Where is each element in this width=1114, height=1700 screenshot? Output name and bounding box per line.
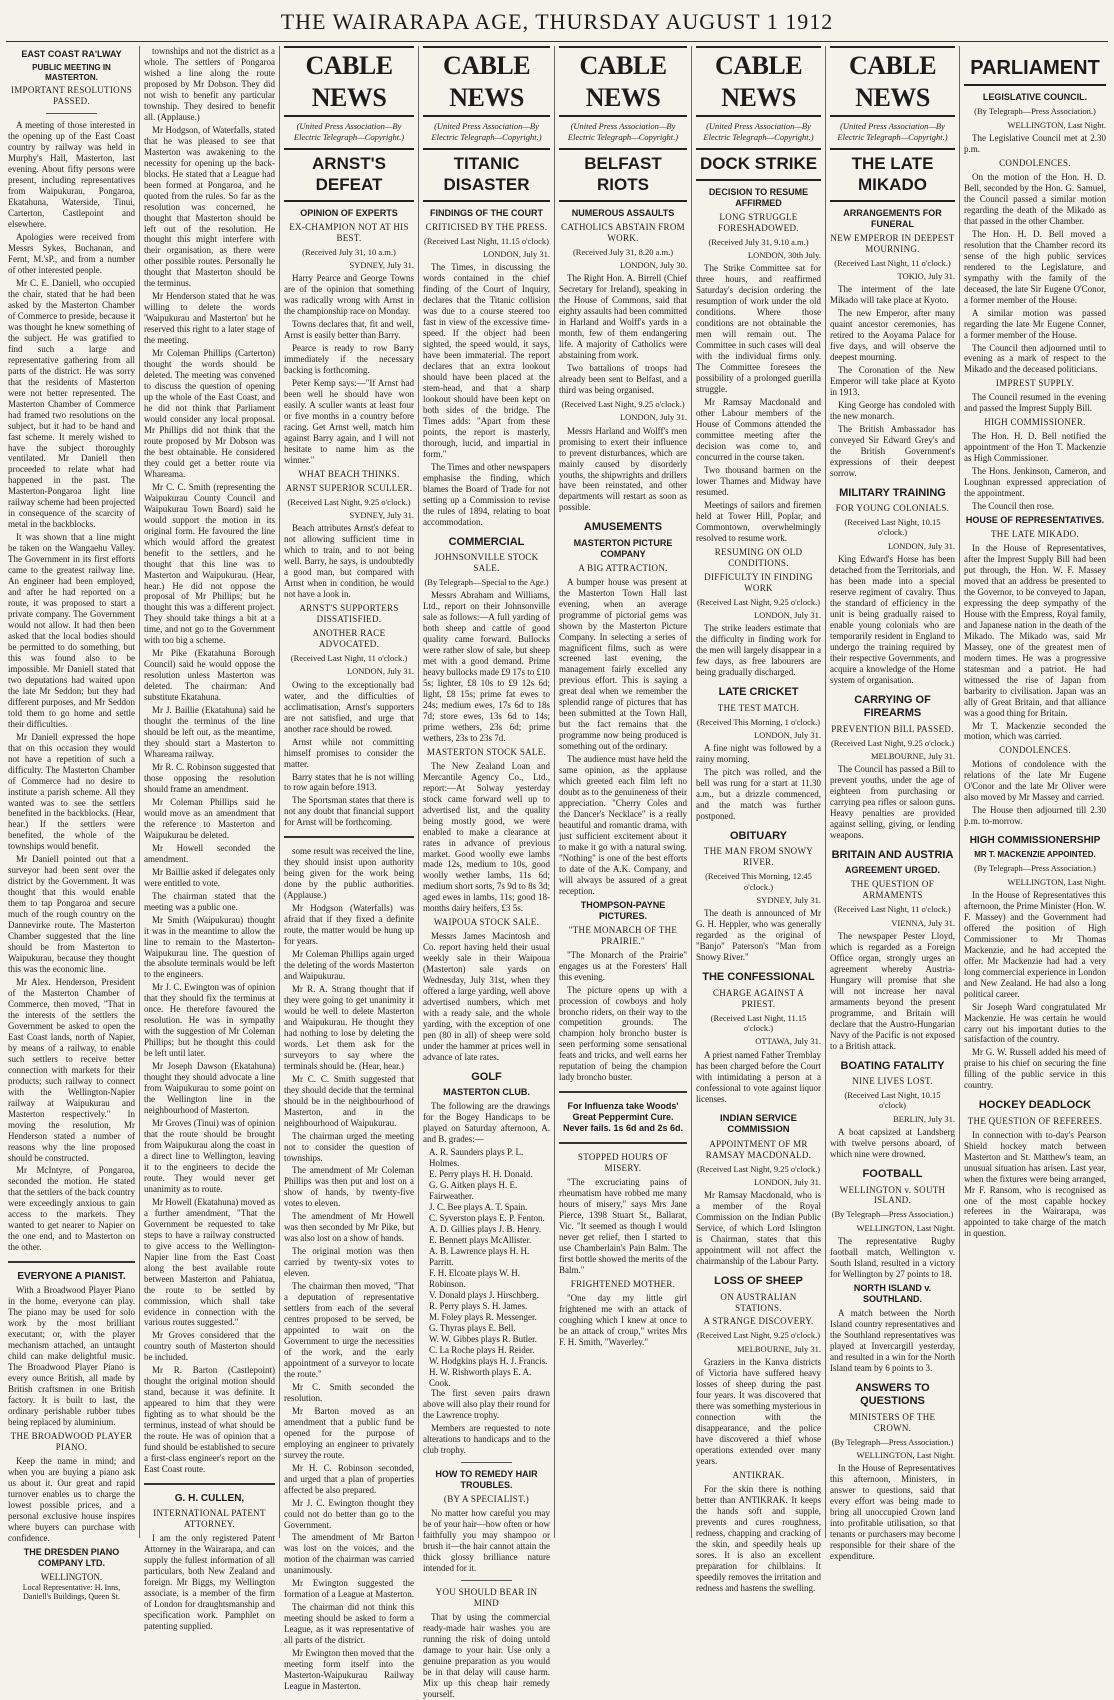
paragraph: Towns declares that, fit and well, Arnst is easily better than Barry.	[284, 319, 414, 341]
paragraph: Mr Baillie asked if delegates only were entitled to vote.	[144, 866, 275, 888]
credit-line: (By Telegraph—Press Association.)	[974, 106, 1096, 117]
received-line: (Received Last Night, 11 o'clock.)	[834, 904, 951, 915]
caption: A STRANGE DISCOVERY.	[703, 1316, 814, 1327]
paragraph: The amendment of Mr Barton was lost on the voices, and the motion of the chairman was carried unanimously.	[284, 1532, 414, 1576]
paragraph: The Hon. H. D. Bell notified the appointment of the Hon T. Mackenzie as High Commissioner.	[964, 431, 1106, 464]
cable-news-banner: CABLE NEWS	[696, 46, 821, 117]
paragraph: The chairman urged the meeting not to consider the question of townships.	[284, 1130, 414, 1163]
paragraph: The original motion was then carried by twenty-six votes to eleven.	[284, 1246, 414, 1279]
caption: ANOTHER RACE ADVOCATED.	[312, 628, 386, 650]
dateline: LONDON, July 31.	[619, 412, 687, 423]
subhead: LEGISLATIVE COUNCIL.	[982, 92, 1088, 103]
ad-title-cullen: G. H. CULLEN,	[174, 1493, 245, 1505]
paragraph: The Hon. H. D. Bell moved a resolution that the Chamber record its sense of the high public services rendered to the Legislature, and sympathy with the family of the deceased, the late Sir Eugene O'Conor, a former member of the House.	[964, 228, 1106, 305]
divider	[559, 1142, 687, 1144]
paragraph: Mr R. A. Strang thought that if they were going to get unanimity it would be well to delete Masterton and Waipukurau. He thought they had nothing to lose by deleting the words. Let them ask for the surveyors to say where the terminals should be. (Hear, hear.)	[284, 983, 414, 1071]
dateline: WELLINGTON, Last Night.	[1007, 876, 1106, 887]
subhead: AGREEMENT URGED.	[844, 865, 940, 876]
section-heading: ANSWERS TO QUESTIONS	[855, 1381, 930, 1408]
paragraph: Mr J. Baillie (Ekatahuna) said he thought the terminus of the line should be left out, as the meantime, they should start a Masterton to Whareama railway.	[144, 705, 275, 760]
paragraph: King Edward's Horse has been detached from the Territorials, and has been made into a special reserve regiment of cavalry. Thus the standard of efficiency in the unit is being gradually raised to enable young colonials who are temporarily resident in England to undergo the training required by their respective Governments, and acquire a knowledge of the Home system of organisation.	[830, 554, 955, 685]
subhead: MASTERTON PICTURE COMPANY	[573, 537, 673, 559]
cable-credit: (United Press Association—By Electric Telegraph—Copyright.)	[567, 121, 679, 142]
caption: NEW EMPEROR IN DEEPEST MOURNING.	[830, 232, 955, 254]
golf-pairing: C. La Roche plays H. Reider.	[429, 1344, 535, 1355]
paragraph: The Coronation of the New Emperor will take place at Kyoto in 1913.	[830, 365, 955, 397]
paragraph: Mr Ramsay Macdonald, who is a member of the Royal Commission on the Indian Public Service, of which Lord Islington is Chairman, states that this appointment will not affect the chairmanship of the Labour Party.	[696, 1190, 821, 1267]
paragraph: Pearce is ready to row Barry immediately if the necessary backing is forthcoming.	[284, 343, 414, 375]
article-caption: IMPORTANT RESOLUTIONS PASSED.	[10, 85, 133, 107]
golf-pairing: G. G. Aitken plays H. E. Fairweather.	[429, 1180, 518, 1202]
golf-pairing: W. Hodgkins plays H. J. Francis.	[429, 1355, 548, 1366]
divider	[461, 1580, 512, 1581]
caption: ARNST'S SUPPORTERS DISSATISFIED.	[299, 603, 399, 625]
caption: A BIG ATTRACTION.	[578, 562, 668, 573]
subhead: DECISION TO RESUME AFFIRMED	[708, 186, 809, 208]
divider	[8, 1261, 135, 1263]
caption: HIGH COMMISSIONER.	[984, 417, 1086, 428]
divider	[284, 836, 414, 838]
column-3	[279, 46, 418, 1692]
section-heading: BOATING FATALITY	[840, 1059, 945, 1072]
paragraph: The chairman did not think this meeting should be asked to form a League, as it was representative of all parts of the district.	[284, 1602, 414, 1646]
paragraph: Motions of condolence with the relations of the late Mr Eugene O'Conor and the late Mr Oliver were also moved by Mr Massey and carried.	[964, 759, 1106, 803]
paragraph: Mr Ewington suggested the formation of a League at Masterton.	[284, 1578, 414, 1600]
paragraph: No matter how careful you may be of your hair—how often or how faithfully you may shampoo or brush it—the hair cannot attain the thick glossy brilliance nature intended for it.	[423, 1508, 550, 1574]
caption: PREVENTION BILL PASSED.	[831, 723, 954, 734]
golf-pairing: W. W. Gibbes plays R. Butler.	[429, 1333, 537, 1344]
paragraph: The British Ambassador has conveyed Sir Edward Grey's and the British Government's expressions of their deepest sorrow.	[830, 423, 955, 478]
paragraph: Mr T. Mackenzie seconded the motion, which was carried.	[964, 720, 1106, 742]
dateline: LONDON, July 31.	[887, 540, 955, 551]
paragraph: In the House of Representatives this afternoon, the Prime Minister (Hon. W. F. Massey) and the Government had offered the position of High Commissioner to Mr Thomas Mackenzie, and he had accepted the offer. Mr Mackenzie had had a very long commercial experience in London and New Zealand. He had also a long political career.	[964, 889, 1106, 999]
paragraph: A match between the North Island country representatives and the Southland representatives was played at Invercargill yesterday, and resulted in a win for the North Island team by 6 points to 3.	[830, 1307, 955, 1373]
ad-company: THE DRESDEN PIANO COMPANY LTD.	[23, 1546, 120, 1568]
received-line: (Received Last Night, 9.25 o'clock.)	[696, 1330, 821, 1341]
section-heading: BRITAIN AND AUSTRIA	[831, 849, 954, 862]
paragraph: Sir Joseph Ward congratulated Mr Mackenzie. He was certain he would carry out his important duties to the satisfaction of the country.	[964, 1001, 1106, 1045]
divider	[559, 1091, 687, 1093]
paragraph: Mr Howell (Ekatahuna) moved as a further amendment, "That the Government be requested to take steps to have a railway constructed to give access to the Wellington-Napier line from the East Coast along the best available route between Masterton and Pahiatua, the route to be settled by commission, which shall take evidence in connection with the various routes suggested."	[144, 1196, 275, 1328]
caption: WAIPOUA STOCK SALE.	[433, 917, 540, 928]
dateline: LONDON, 30th July.	[747, 250, 821, 261]
section-heading: CARRYING OF FIREARMS	[854, 693, 931, 720]
paragraph: In the House of Representatives this afternoon, Ministers, in answer to questions, said that every effort was being made to bring all unoccupied Crown land into profitable utilisation, so that tenants or purchasers may become responsible for their share of the expenditure.	[830, 1463, 955, 1561]
credit-line: (By Telegraph—Press Association.)	[831, 1209, 954, 1220]
paragraph: townships and not the district as a whole. The settlers of Pongaroa wished a line along the route proposed by Mr Dobson. They did not wish to benefit any particular township. They desired to benefit all. (Applause.)	[144, 46, 275, 122]
paragraph: The chairman then moved, "That a deputation of representative settlers from each of the several centres proposed to be served, be appointed to wait on the Government to urge the necessities of the work, and the early appointment of a surveyor to locate the route."	[284, 1281, 414, 1379]
golf-pairing: R. Perry plays S. H. James.	[429, 1300, 528, 1311]
golf-pairing: G. Thyras plays E. Bell.	[429, 1322, 516, 1333]
paragraph: Messrs James Macintosh and Co. report having held their usual weekly sale in their Waipoua (Masterton) sale yards on Wednesday, July 31st, when they offered a large yarding, well above advertised numbers, which met with a ready sale, and the whole yarding, with the exception of one pen (80 in all) of sheep were sold under the hammer at prices well in advance of late rates.	[423, 931, 550, 1062]
section-heading: LOSS OF SHEEP	[714, 1275, 803, 1288]
paragraph: Mr Hodgson, of Waterfalls, stated that he was pleased to see that Masterton was awakening to the necessity for opening up the back-blocks. He stated that a League had been formed at Pongaroa, and he quoted from the rules. So far as the resolution was concerned, he thought that Masterton should be left out of the resolution. He thought this might interfere with their organisation, as there were other possible routes. Personally he thought that Masterton should be the terminus.	[144, 124, 275, 289]
paragraph: Members are requested to note alterations to handicaps and to the club trophy.	[423, 1423, 550, 1456]
paragraph: Graziers in the Kanva districts of Victoria have suffered heavy losses of sheep during the past four years. It was discovered that there was something mysterious in connection with the disappearance, and the police have discovered a thief whose operations extended over many years.	[696, 1357, 821, 1466]
divider	[46, 113, 97, 114]
divider	[461, 1462, 512, 1463]
paragraph: Mr J. C. Ewington thought they could not do better than go to the Government.	[284, 1497, 414, 1530]
cable-news-banner: CABLE NEWS	[423, 46, 550, 117]
paragraph: The House then adjourned till 2.30 p.m. to-morrow.	[964, 805, 1106, 827]
received-line: (Received Last Night, 9.25 o'clock.)	[696, 596, 821, 607]
caption: "THE MONARCH OF THE PRAIRIE."	[568, 924, 678, 946]
golf-pairing: H. W. Rishworth plays E. A. Cook.	[429, 1366, 532, 1388]
cable-credit: (United Press Association—By Electric Telegraph—Copyright.)	[703, 121, 814, 142]
caption: ANTIKRAK.	[732, 1469, 785, 1480]
column-6	[691, 46, 825, 1593]
paragraph: Messrs Harland and Wolff's men promising to exert their influence to prevent disturbances, which are mainly caused by disorderly youths, the shipwrights and drillers have been reinstated, and other departments will restart as soon as possible.	[559, 425, 687, 513]
ad-subtitle: INTERNATIONAL PATENT ATTORNEY.	[153, 1508, 266, 1530]
masthead-rule	[6, 41, 1108, 42]
section-heading: GOLF	[471, 1070, 502, 1083]
masthead: THE WAIRARAPA AGE, THURSDAY AUGUST 1 1912	[280, 9, 834, 34]
subhead: NORTH ISLAND v. SOUTHLAND.	[853, 1283, 932, 1304]
paragraph: Beach attributes Arnst's defeat to not allowing sufficient time in which to train, and to not being well. Barry, he says, is undoubtedly a good man, but compared with Arnst when in condition, he would not have a look in.	[284, 523, 414, 600]
caption: RESUMING ON OLD CONDITIONS.	[714, 546, 803, 568]
paragraph: "The Monarch of the Prairie" engages us at the Foresters' Hall this evening.	[559, 949, 687, 982]
paragraph: Mr J. C. Ewington was of opinion that they should fix the terminus at once. He therefore favoured the resolution. He was in sympathy with the suggestion of Mr Coleman Phillips; but he thought this could be left until later.	[144, 982, 275, 1059]
section-heading: COMMERCIAL	[448, 535, 525, 548]
section-heading: LATE CRICKET	[718, 686, 799, 699]
caption: THE QUESTION OF ARMAMENTS	[851, 879, 934, 901]
golf-pairing: C. Syverston plays E. P. Fenton.	[429, 1212, 545, 1223]
caption: CATHOLICS ABSTAIN FROM WORK.	[561, 221, 685, 243]
headline-titanic: TITANIC DISASTER	[423, 148, 550, 201]
dateline: LONDON, July 31.	[753, 1177, 821, 1187]
golf-pairing: E. Bennett plays McAllister.	[429, 1234, 532, 1245]
received-line: (Received Last Night, 10.15 o'clock)	[844, 1090, 941, 1111]
received-line: (Received Last Night, 11.15 o'clock)	[424, 235, 549, 246]
caption: THE QUESTION OF REFEREES.	[967, 1115, 1103, 1126]
caption: WHAT BEACH THINKS.	[298, 468, 400, 479]
paragraph: The following are the drawings for the Bogey Handicaps to be played on Saturday afternoon, A. and B. grades:—	[423, 1101, 550, 1145]
subhead: MR T. MACKENZIE APPOINTED.	[974, 850, 1096, 860]
dateline: VIENNA, July 31.	[891, 917, 955, 928]
paragraph: Mr C. C. Smith (representing the Waipukurau County Council and Waipukurau Town Board) said he would support the motion in its original form. He favoured the line which would afford the greatest benefit to the settlers, and he thought that this line was to Masterton and Waipukurau. (Hear, hear.) He did not oppose the proposal of Mr Phillips; but he thought this was a different project. They should take things a bit at a time, and not go to the Government with too big a scheme.	[144, 481, 275, 646]
dateline: MELBOURNE, July 31.	[736, 1343, 821, 1354]
paragraph: Meetings of sailors and firemen held at Tower Hill, Poplar, and Commontown, overwhelmingly resolved to resume work.	[696, 499, 821, 543]
paragraph: The strike leaders estimate that the difficulty in finding work for the men will largely disappear in a few days, as free labourers are being gradually discharged.	[696, 623, 821, 678]
paragraph: The New Zealand Loan and Mercantile Agency Co., Ltd., report:—At Solway yesterday stock came forward well up to advertised list, and the quality being mostly good, we were enabled to make a clearance at rates in advance of previous market. Good woolly ewe lambs made 12s, medium to 10s, good woolly wether lambs, 11s 6d; medium short sorts, 7s 9d to 8s 3d; aged ewes in lambs, 11s; good 18-months dairy heifers, £3 5s.	[423, 760, 550, 914]
section-heading: OBITUARY	[729, 830, 788, 843]
paragraph: Arnst while not committing himself promises to consider the matter.	[284, 736, 414, 769]
paragraph: It was shown that a line might be taken on the Wangaehu Valley. The Government in its first efforts came to the greatest railway line. An engineer had been employed, and after he had reported on a route, it was proposed to start a private company. The Government would not allow. It had then been asked that the local bodies should be permitted to do something, but this was found also to be impossible. Mr Daniell stated that two deputations had waited upon the late Mr Seddon; but they had different purposes, and Mr Seddon told them to go home and settle their difficulties.	[8, 532, 135, 729]
paragraph: The new Emperor, after many quaint ancestor ceremonies, has retired to the Aoyama Palace for five days, and will observe the deepest mourning.	[830, 308, 955, 363]
paragraph: Mr Ewington then moved that the meeting form itself into the Masterton-Waipukurau Railway League in Masterton.	[284, 1648, 414, 1692]
golf-pairing: M. Foley plays R. Messenger.	[429, 1311, 537, 1322]
ad-product: THE BROADWOOD PLAYER PIANO.	[10, 1431, 133, 1452]
paragraph: The Council then adjourned until to evening as a mark of respect to the Mikado and the deceased politicians.	[964, 342, 1106, 375]
headline-mikado: THE LATE MIKADO	[830, 148, 955, 201]
caption: FRIGHTENED MOTHER.	[570, 1278, 676, 1289]
paragraph: Apologies were received from Messrs Sykes, Buchanan, and Fernt, M.'sP., and from a number of other interested people.	[8, 232, 135, 275]
paragraph: The Legislative Council met at 2.30 p.m.	[964, 133, 1106, 155]
ad-text: That by using the commercial ready-made hair washes you are running the risk of doing untold damage to your hair. Use only a genuine preparation as you would be in that delay will cause harm. Mix up this cheap hair remedy yourself.	[423, 1611, 550, 1699]
golf-pairing: F. H. Elcoate plays W. H. Robinson.	[429, 1267, 521, 1289]
paragraph: Mr Ramsay Macdonald and other Labour members of the House of Commons attended the committee meeting after the decision was come to, and concurred in the course taken.	[696, 397, 821, 462]
received-line: (Received July 31, 8.20 a.m.)	[572, 246, 674, 257]
paragraph: Mr Daniell expressed the hope that on this occasion they would not have a repetition of such a difficulty. The Masterton Chamber of Commerce had no desire to institute a parish scheme. All they wanted was to see the settlers benefited in the backblocks. (Hear, hear.) If the settlers were benefited, the whole of the townships would benefit.	[8, 731, 135, 852]
ad-city: WELLINGTON.	[40, 1571, 103, 1582]
paragraph: The Council has passed a Bill to prevent youths, under the age of eighteen from purchasing or carrying pea rifles or saloon guns. Heavy penalties are provided against selling, giving, or lending weapons.	[830, 764, 955, 841]
paragraph: Mr Coleman Phillips (Carterton) thought the words should be deleted. The meeting was convened to discuss the question of opening up the whole of the East Coast, and he did not think that Parliament would consider any local proposal. Mr Phillips did not think that the route proposed by Mr Dobson was the best obtainable. He considered they could get a better route via Whareama.	[144, 348, 275, 479]
paragraph: The picture opens up with a procession of cowboys and holy broncho riders, on their way to the competition grounds. The champion holy broncho buster is seen performing some sensational feats and tricks, and well earns her reputation of being the champion lady broncho buster.	[559, 984, 687, 1083]
cable-credit: (United Press Association—By Electric Telegraph—Copyright.)	[837, 121, 948, 142]
headline-dock-strike: DOCK STRIKE	[696, 148, 821, 181]
paragraph: The Hons. Jenkinson, Cameron, and Loughnan expressed appreciation of the appointment.	[964, 466, 1106, 499]
received-line: (Received July 31, 10 a.m.)	[302, 246, 396, 257]
golf-pairing: V. Donald plays J. Hirschberg.	[429, 1289, 539, 1300]
column-2	[139, 46, 279, 1631]
paragraph: The Times, in discussing the words contained in the chief finding of the Court of Inquiry, declares that the Titanic collision was due to a course steered too fast in view of the excessive time-speed. If the object had been sighted, the speed would, it says, have been immaterial. The report declares that an extra lookout should have been placed at the stem-head, and that a sharp lookout should have been kept on both sides of the bridge. The Times adds: "Apart from these points, the report is masterly, thorough, lucid, and impartial in form."	[423, 262, 550, 459]
paragraph: The audience must have held the same opinion, as the applause which greeted each film left no doubt as to the genuineness of their appreciation. "Cherry Coles and the Dancer's Necklace" is a really beautiful and romantic drama, with just sufficient excitement about it to make it go with a natural swing. "Nothing" is one of the best efforts to date of the A.K. Company, and will always be assured of a great reception.	[559, 754, 687, 896]
credit-line: (By Telegraph—Press Association.)	[831, 1436, 954, 1447]
paragraph: Harry Pearce and George Towns are of the opinion that something was radically wrong with Arnst in the championship race on Monday.	[284, 273, 414, 317]
paragraph: The Right Hon. A. Birrell (Chief Secretary for Ireland), speaking in the House of Commons, said that eighty assaults had been committed in Harland and Wolff's yards in a month, few of them endangering life. A majority of Catholics were abstaining from work.	[559, 273, 687, 361]
paragraph: some result was received the line, they should insist upon authority being given for the work being done by the public authorities. (Applause.)	[284, 846, 414, 901]
golf-pairing: J. C. Bee plays A. T. Spain.	[429, 1202, 528, 1213]
golf-pairing: A. B. Lawrence plays H. H. Parritt.	[429, 1245, 530, 1267]
ad-influenza: For Influenza take Woods' Great Peppermint Cure. Never fails. 1s 6d and 2s 6d.	[562, 1101, 684, 1134]
paragraph: Mr Hodgson (Waterfalls) was afraid that if they fixed a definite route, the matter would be hung up for years.	[284, 903, 414, 947]
paragraph: Two battalions of troops had already been sent to Belfast, and a third was being organised.	[559, 363, 687, 395]
caption: DIFFICULTY IN FINDING WORK	[704, 571, 813, 593]
received-line: (Received July 31, 9.10 a.m.)	[708, 236, 809, 247]
dateline: WELLINGTON, Last Night.	[1007, 119, 1106, 130]
subhead: HOW TO REMEDY HAIR TROUBLES.	[435, 1469, 538, 1491]
column-8	[959, 46, 1110, 1538]
received-line: (Received Last Night, 9.25 o'clock.)	[287, 496, 411, 507]
paragraph: Two thousand barmen on the lower Thames and Midway have resumed.	[696, 464, 821, 497]
paragraph: The newspaper Pester Lloyd, which is regarded as a Foreign Office organ, strongly urges an agreement whereby Austria-Hungary will promise that she will not increase her naval armaments beyond the present programme, and Britain will declare that the Austro-Hungarian Navy of the Pacific is not exposed to a British attack.	[830, 931, 955, 1051]
paragraph: Mr R. C. Robinson suggested that those opposing the resolution should frame an amendment.	[144, 762, 275, 794]
paragraph: Mr Smith (Waipukurau) thought it was in the meantime to allow the line to remain to the Masterton-Waipukurau line. The question of the absolute terminals would be left to the engineers.	[144, 914, 275, 980]
paragraph: The Sportsman states that there is not any doubt that financial support for Arnst will be forthcoming.	[284, 795, 414, 828]
paragraph: The Council resumed in the evening and passed the Imprest Supply Bill.	[964, 392, 1106, 414]
cable-news-banner: CABLE NEWS	[559, 46, 687, 117]
paragraph: Mr Groves (Tinui) was of opinion that the route should be brought from Waipukurau along the coast in a direct line to Wellington, leaving it to the engineers to decide the route. They would never get unanimity as to route.	[144, 1118, 275, 1194]
caption: CONDOLENCES.	[999, 745, 1071, 756]
paragraph: "The excruciating pains of rheumatism have robbed me many hours of misery," says Mrs Jane Pierce, 1398 Stuart St., Ballarat, Vic. "It seemed as though I would never get relief, then I started to use Chamberlain's Pain Balm. The first bottle showed the merits of the Balm."	[559, 1177, 687, 1275]
paragraph: A fine night was followed by a rainy morning.	[696, 743, 821, 765]
dateline: WELLINGTON, Last Night.	[856, 1449, 955, 1460]
caption: CHARGE AGAINST A PRIEST.	[712, 987, 805, 1009]
caption: (BY A SPECIALIST.)	[443, 1494, 530, 1505]
dateline: LONDON, July 31.	[753, 729, 821, 740]
paragraph: The interment of the late Mikado will take place at Kyoto.	[830, 284, 955, 306]
ad-title-pianist: EVERYONE A PIANIST.	[17, 1271, 126, 1283]
caption: THE LATE MIKADO.	[990, 529, 1080, 540]
caption: MASTERTON STOCK SALE.	[426, 746, 547, 757]
caption: THE MAN FROM SNOWY RIVER.	[703, 846, 814, 868]
dateline: SYDNEY, July 31.	[349, 510, 414, 521]
received-line: (Received This Morning, 12.45 o'clock.)	[705, 871, 812, 892]
received-line: (Received This Morning, 1 o'clock.)	[696, 716, 821, 727]
golf-pairing: E. Perry plays H. H. Donald.	[429, 1169, 533, 1180]
headline-parliament: PARLIAMENT	[964, 52, 1106, 86]
credit-line: (By Telegraph—Press Association.)	[974, 863, 1096, 874]
ad-text: Keep the name in mind; and when you are buying a piano ask us about it. Our great and rapid turnover enables us to charge the lowest possible prices, and a personal exclusive house inspires where buyers can purchase with confidence.	[8, 1455, 135, 1543]
headline-belfast: BELFAST RIOTS	[559, 148, 687, 201]
paragraph: On the motion of the Hon. H. D. Bell, seconded by the Hon. G. Samuel, the Council passed a similar motion regarding the death of the Mikado as that passed in the other Chamber.	[964, 171, 1106, 226]
subhead: OPINION OF EXPERTS	[300, 207, 398, 218]
paragraph: A bumper house was present at the Masterton Town Hall last evening, when an average programme of pictorial gems was shown by the Masterton Picture Company. In selecting a series of magnificent films, such as were screened last evening, the management fairly excelled any previous effort. This is saying a great deal when we remember the splendid range of pictures that has been submitted at the Town Hall, but the fact remains that the programme now being produced is something out of the ordinary.	[559, 576, 687, 752]
paragraph: The Council then rose.	[972, 501, 1054, 512]
paragraph: Mr Alex. Henderson, President of the Masterton Chamber of Commerce, then moved, "That in the interests of the settlers the Government be asked to open the East Coast lands, north of Napier, by means of a railway, to enable such settlers to receive better connection with markets for their products; such railway to connect with the Wellington-Napier railway at Waipukurau and Masterton respectively." In moving the resolution, Mr Henderson stated a number of reasons why the line proposed should be constructed.	[8, 977, 135, 1163]
paragraph: Mr C. Smith seconded the resolution.	[284, 1381, 414, 1403]
received-line: (Received Last Night, 11 o'clock.)	[290, 653, 408, 664]
dateline: SYDNEY, July 31.	[756, 895, 821, 906]
received-line: (Received Last Night, 11.15 o'clock.)	[710, 1012, 807, 1033]
paragraph: The Times and other newspapers emphasise the finding, which blames the Board of Trade for not setting up a Commission to revise the rules of 1894, relating to boat accommodation.	[423, 461, 550, 527]
divider	[144, 1483, 275, 1485]
dateline: SYDNEY, July 31.	[349, 259, 414, 270]
caption: CONDOLENCES.	[999, 158, 1071, 169]
section-heading: MILITARY TRAINING	[839, 486, 946, 499]
paragraph: The amendment of Mr Howell was then seconded by Mr Pike, but was also lost on a show of hands.	[284, 1211, 414, 1244]
received-line: (Received Last Night, 11 o'clock.)	[834, 257, 951, 268]
section-heading: HIGH COMMISSIONERSHIP	[969, 835, 1101, 847]
paragraph: Mr C. C. Smith suggested that they should decide that the terminal should be in the neighbourhood of Masterton, and in the neighbourhood of Waipukurau.	[284, 1073, 414, 1128]
paragraph: Mr Henderson stated that he was willing to delete the words 'Waipukurau and Masterton' but he reserved this right to a later stage of the meeting.	[144, 291, 275, 346]
paragraph: Mr McIntyre, of Pongaroa, seconded the motion. He stated that the settlers of the back country were exceedingly anxious to gain access to the markets. They wanted to get nearer to Napier on the one end, and to Masterton on the other.	[8, 1165, 135, 1253]
section-heading: INDIAN SERVICE COMMISSION	[720, 1112, 797, 1136]
received-line: (Received Last Night, 9.25 o'clock.)	[830, 737, 955, 748]
paragraph: Mr Coleman Phillips said he would move as an amendment that the reference to Masterton and Waipukurau be deleted.	[144, 796, 275, 840]
paragraph: Mr C. E. Daniell, who occupied the chair, stated that he had been asked by the Masterton Chamber of Commerce to preside, because it was thought he knew something of the subject. He was gratified to find such a large and representative gathering from all parts of the district. He was sorry that the residents of Masterton were not better represented. The Masterton Chamber of Commerce had framed two resolutions on the subject, but it had to be hand and fast scheme. It merely wished to have the subject thoroughly ventilated. Mr Daniell then proceeded to relate what had happened in the past. The Masterton-Pongaroa light line railway scheme had been projected in consequence of the scarcity of metal in the backblocks.	[8, 277, 135, 530]
received-line: (Received Last Night, 9.25 o'clock.)	[561, 398, 685, 409]
golf-pairing: A. R. Saunders plays P. L. Holmes.	[429, 1147, 524, 1169]
paragraph: Mr Pike (Ekatahuna Borough Council) said he would oppose the resolution unless Masterton was deleted. The chairman: And substitute Ekatahuna.	[144, 648, 275, 703]
paragraph: A similar motion was passed regarding the late Mr Eugene Conner, a former member of the House.	[964, 307, 1106, 340]
subhead: THOMPSON-PAYNE PICTURES.	[580, 899, 666, 921]
paragraph: The chairman stated that the meeting was a public one.	[144, 890, 275, 912]
caption: STOPPED HOURS OF MISERY.	[577, 1152, 669, 1174]
paragraph: The death is announced of Mr G. H. Heppler, who was generally regarded as the original of "Banjo" Paterson's "Man from Snowy River."	[696, 908, 821, 963]
section-heading: THE CONFESSIONAL	[702, 971, 815, 984]
dateline: BERLIN, July 31.	[893, 1113, 955, 1124]
paragraph: Barry states that he is not willing to row again before 1913.	[284, 771, 414, 793]
paragraph: Mr Groves considered that the country south of Masterton should be included.	[144, 1330, 275, 1363]
paragraph: Mr G. W. Russell added his meed of praise to his chief on securing the fine filling of the public service in this country.	[964, 1047, 1106, 1091]
section-heading: FOOTBALL	[862, 1168, 923, 1181]
dateline: OTTAWA, July 31.	[755, 1036, 821, 1047]
ad-title: YOU SHOULD BEAR IN MIND	[435, 1587, 538, 1608]
cable-credit: (United Press Association—By Electric Telegraph—Copyright.)	[293, 121, 405, 142]
golf-pairing: A. D. Gillies plays J. B. Henry.	[429, 1223, 542, 1234]
paragraph: Mr Howell seconded the amendment.	[144, 842, 275, 864]
paragraph: Mr Daniell pointed out that a surveyor had been sent over the district by the Government. It was thought that this would enable them to tap Pongaroa and secure much of the rough country on the Dannevirke route. The Masterton Chamber suggested that the line should be from Masterton to Waipukurau, because they thought this was the economic line.	[8, 854, 135, 975]
article-title-east-coast-railway: EAST COAST RA'LWAY	[21, 49, 122, 59]
caption: ON AUSTRALIAN STATIONS.	[720, 1291, 797, 1313]
dateline: MELBOURNE, July 31.	[870, 750, 955, 761]
paragraph: In the House of Representatives, after the Imprest Supply Bill had been put through, the Hon. W. F. Massey moved that an address be presented to the Governor, to be conveyed to Japan, expressing the deep sympathy of the House with the Empress, Royal family, and Japanese nation in the death of the Mikado. The Mikado was, said Mr Massey, one of the greatest men of modern times. He was a progressive statesman and a patriot. He had witnessed the rise of Japan from barbarity to civilisation. Japan was an ally of Great Britain, and that alliance was a good thing for Britain.	[964, 543, 1106, 718]
dateline: LONDON, July 31.	[753, 609, 821, 620]
credit-line: (By Telegraph—Special to the Age.)	[424, 576, 549, 587]
subhead: ARRANGEMENTS FOR FUNERAL	[843, 207, 942, 229]
column-7	[825, 46, 959, 1561]
caption: JOHNSONVILLE STOCK SALE.	[434, 551, 539, 573]
paragraph: The representative Rugby football match, Wellington v. South Island, resulted in a victory for Wellington by 27 points to 18.	[830, 1236, 955, 1280]
section-heading: AMUSEMENTS	[583, 521, 663, 534]
cable-news-banner: CABLE NEWS	[830, 46, 955, 117]
caption: EX-CHAMPION NOT AT HIS BEST.	[289, 221, 409, 243]
paragraph: The first seven pairs drawn above will also play their round for the Lawrence trophy.	[423, 1388, 550, 1421]
paragraph: Mr Barton moved as an amendment that a public fund be opened for the purpose of employing an engineer to privately survey the route.	[284, 1405, 414, 1460]
ad-text: I am the only registered Patent Attorney in the Wairarapa, and can supply the fullest information of all particulars, both New Zealand and foreign. Mr Biggs, my Wellington associate, is a member of the firm of London for draughtsmanship and specification work. Pamphlet on patenting supplied.	[144, 1533, 275, 1631]
caption: FOR YOUNG COLONIALS.	[835, 503, 950, 514]
paragraph: The amendment of Mr Coleman Phillips was then put and lost on a show of hands, by twenty-five votes to eleven.	[284, 1165, 414, 1209]
paragraph: A meeting of those interested in the opening up of the East Coast country by railway was held in Murphy's Hall, Masterton, last evening. About fifty persons were present, including representatives from Waipukurau, Pongaroa, Ekatahuna, Waterside, Tinui, Carterton, Castlepoint and elsewhere.	[8, 120, 135, 230]
headline-arnst: ARNST'S DEFEAT	[284, 148, 414, 201]
caption: NINE LIVES LOST.	[852, 1076, 933, 1087]
caption: THE TEST MATCH.	[717, 702, 800, 713]
subhead: FINDINGS OF THE COURT	[430, 207, 543, 218]
column-1	[4, 46, 139, 1602]
caption: MINISTERS OF THE CROWN.	[849, 1411, 936, 1433]
paragraph: King George has condoled with the new monarch.	[830, 399, 955, 421]
subhead: MASTERTON CLUB.	[443, 1087, 530, 1098]
paragraph: In connection with to-day's Pearson Shield hockey match between Masterton and St. Matthew's team, an unusual situation has arisen. Last year, when the fixtures were being arranged, Mr F. Ransom, who is recognised as one of the most capable hockey referees in the Wairarapa, was appointed to take charge of the match in question.	[964, 1129, 1106, 1239]
paragraph: For the skin there is nothing better than ANTIKRAK. It keeps the hands soft and supple, prevents and cures roughness, redness, chapping and cracking of the skin, and speedily heals up sores. It is also an excellent preparation for chilblains. It speedily removes the irritation and redness and hastens the swelling.	[696, 1483, 821, 1593]
paragraph: Mr Joseph Dawson (Ekatahuna) thought they should advocate a line from Waipukurau to some point on the Wellington line in the neighbourhood of Masterton.	[144, 1061, 275, 1116]
paragraph: Owing to the exceptionally bad water, and the difficulties of acclimatisation, Arnst's supporters are not satisfied, and urge that another race should be rowed.	[284, 679, 414, 734]
column-5	[554, 46, 691, 1538]
dateline: LONDON, July 30.	[619, 259, 687, 270]
dateline: LONDON, July 31.	[346, 666, 414, 677]
caption: ARNST SUPERIOR SCULLER.	[285, 482, 413, 493]
paragraph: Messrs Abraham and Williams, Ltd., report on their Johnsonville sale as follows:—A full yarding of both sheep and cattle of good quality came forward. Bullocks were rather slow of sale, but sheep met with a good demand. Prime heavy bullocks made £9 17s to £10 5s; lighter, £8 10s to £9 12s 6d; light, £8 15s; prime fat ewes to 24s; medium ewes, 17s 6d to 18s 7d; store ewes, 13s 6d to 14s; prime wethers, 23s 6d; prime wethers, 23s to 23s 7d.	[423, 590, 550, 743]
paragraph: Mr R. Barton (Castlepoint) thought the original motion should stand, because it was definite. It appeared to him that they were fighting as to what should be the terminus, instead of what should be the route. He was of opinion that a fund should be established to secure a first-class engineer's report on the East Coast route.	[144, 1365, 275, 1475]
cable-credit: (United Press Association—By Electric Telegraph—Copyright.)	[431, 121, 542, 142]
dateline: LONDON, July 31.	[482, 248, 550, 259]
section-heading: HOCKEY DEADLOCK	[978, 1099, 1092, 1112]
caption: CRITICISED BY THE PRESS.	[425, 221, 548, 232]
article-subtitle: PUBLIC MEETING IN MASTERTON.	[32, 62, 111, 82]
caption: WELLINGTON v. SOUTH ISLAND.	[839, 1184, 946, 1206]
dateline: WELLINGTON, Last Night.	[856, 1222, 955, 1233]
caption: APPOINTMENT OF MR RAMSAY MACDONALD.	[705, 1138, 812, 1160]
dateline: TOKIO, July 31.	[897, 270, 955, 281]
paragraph: Peter Kemp says:—"If Arnst had been well he should have won easily. A sculler wants at least four or five months in a country before racing. Get Arnst well, match him against Barry again, and I will not hesitate to name him as the winner."	[284, 377, 414, 465]
column-4	[418, 46, 554, 1699]
ad-representative: Local Representative: H. Inns, Daniell's Buildings, Queen St.	[22, 1582, 121, 1602]
cable-news-banner: CABLE NEWS	[284, 46, 414, 117]
paragraph: The Strike Committee sat for three hours, and reaffirmed Saturday's decision ordering the resumption of work under the old conditions. Where those conditions are not obtainable the men will remain out. The Committee in such cases will deal with the individual firms only. The Committee foresees the possibility of a prolonged guerilla struggle.	[696, 263, 821, 395]
subhead: HOUSE OF REPRESENTATIVES.	[965, 515, 1105, 526]
subhead: NUMEROUS ASSAULTS	[571, 207, 675, 218]
ad-text: With a Broadwood Player Piano in the home, everyone can play. The piano may be used for solo work by the most brilliant executant; or, with the player mechanism attached, an untaught child can make delightful music. The Broadwood Player Piano is every ounce British, all made by British craftsmen in one British factory. It is built to last, the ordinary perishable rubber tubes being replaced by aluminium.	[8, 1285, 135, 1428]
caption: IMPREST SUPPLY.	[995, 378, 1075, 389]
paragraph: "One day my little girl frightened me with an attack of coughing which I knew at once to be an attack of croup," writes Mrs F. H. Smith, "Waverley."	[559, 1292, 687, 1347]
paragraph: A priest named Father Tremblay has been charged before the Court with intimidating a person at a confessional to vote against liquor licenses.	[696, 1049, 821, 1104]
paragraph: Mr H. C. Robinson seconded, and urged that a plan of properties affected be also prepared.	[284, 1462, 414, 1495]
paragraph: Mr Coleman Phillips again urged the deleting of the words Masterton and Waipukurau.	[284, 949, 414, 981]
received-line: (Received Last Night, 10.15 o'clock.)	[844, 517, 941, 538]
received-line: (Received Last Night, 9.25 o'clock.)	[696, 1163, 821, 1174]
caption: LONG STRUGGLE FORESHADOWED.	[718, 211, 799, 233]
golf-draw-list	[423, 1147, 550, 1388]
paragraph: The pitch was rolled, and the bell was rung for a start at 11.30 a.m., but a drizzle commenced, and the match was further postponed.	[696, 767, 821, 822]
paragraph: A boat capsized at Landsberg with twelve persons aboard, of which nine were drowned.	[830, 1127, 955, 1160]
